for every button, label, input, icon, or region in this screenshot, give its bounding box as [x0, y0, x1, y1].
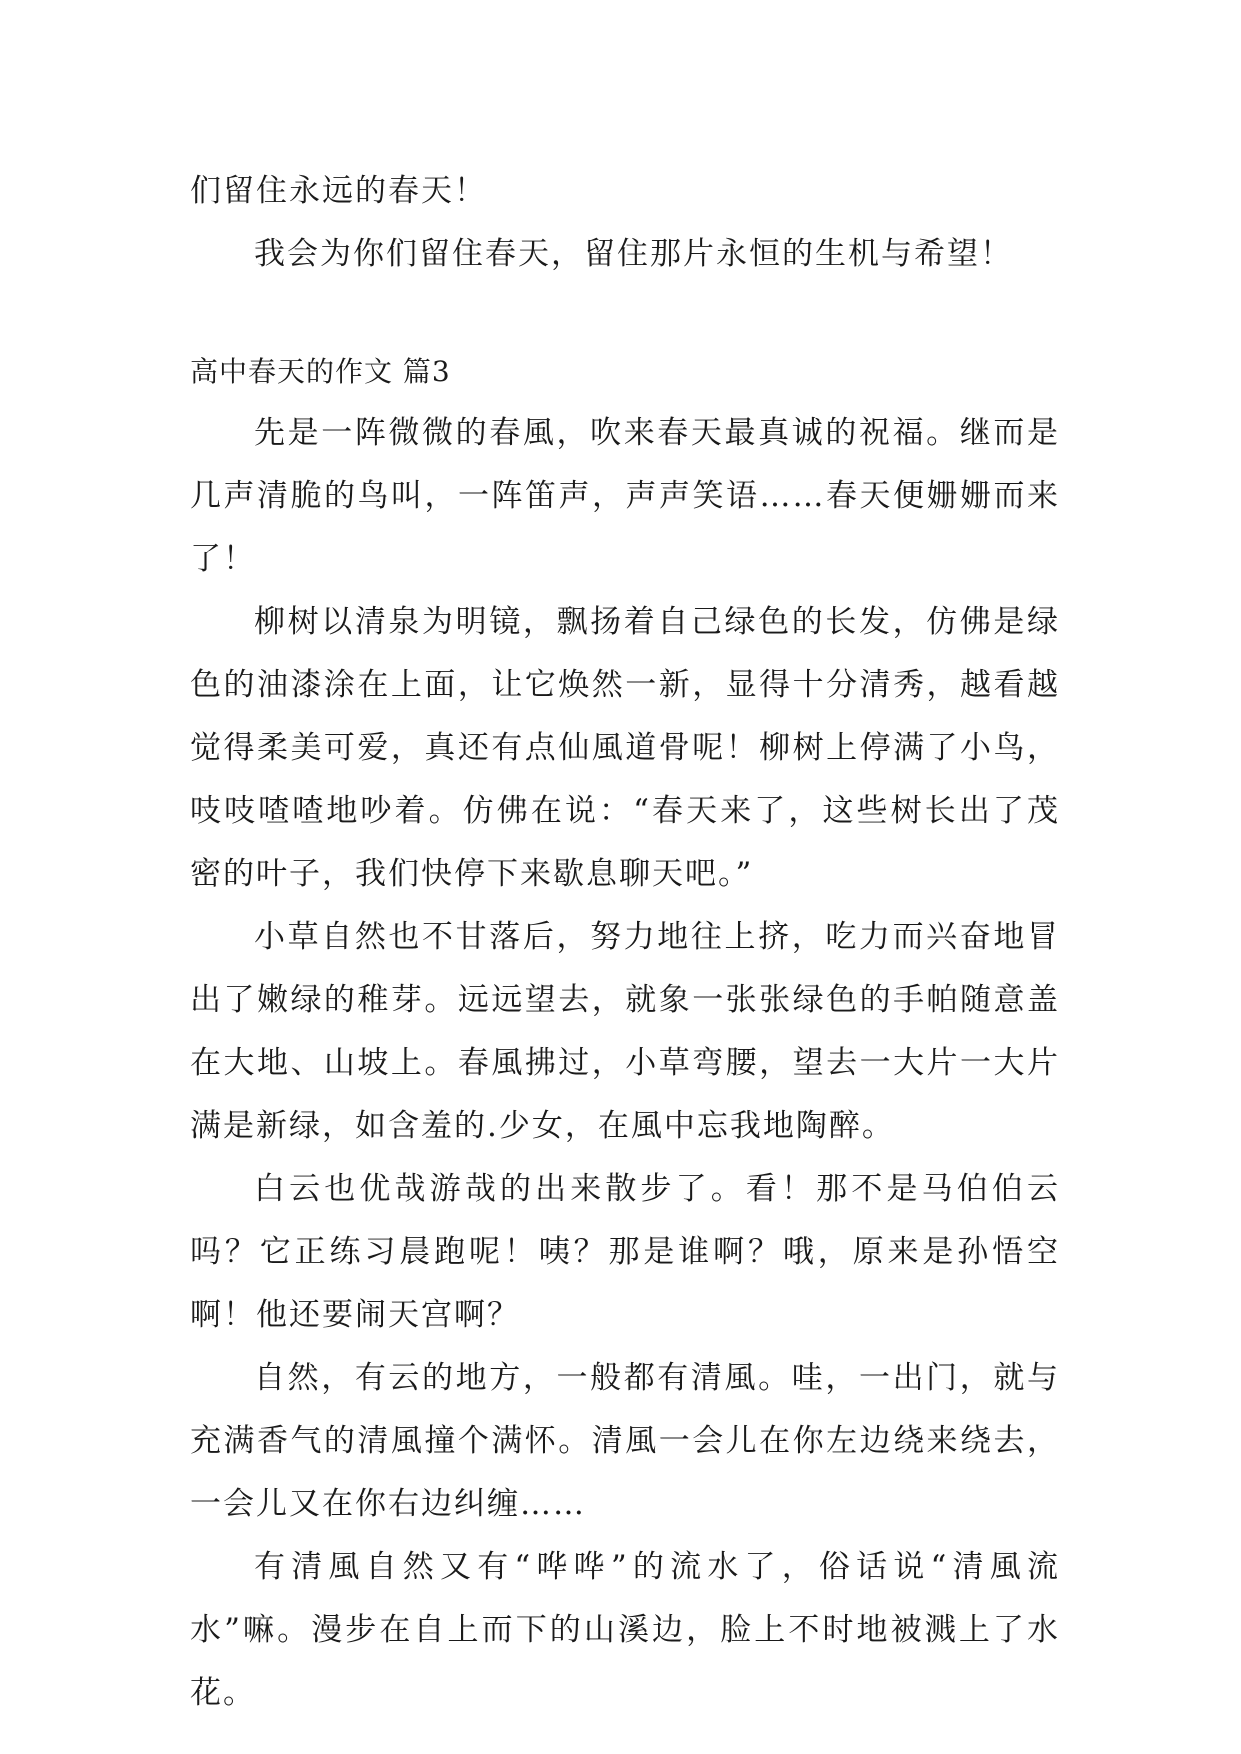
paragraph-4: 白云也优哉游哉的出来散步了。看！那不是马伯伯云吗？它正练习晨跑呢！咦？那是谁啊？哦，原来是孙悟空啊！他还要闹天宫啊？: [190, 1171, 1060, 1333]
section-gap: [190, 286, 1060, 342]
paragraph-5: 自然，有云的地方，一般都有清風。哇，一出门，就与充满香气的清風撞个满怀。清風一会儿在你左边绕来绕去，一会儿又在你右边纠缠……: [190, 1360, 1060, 1522]
paragraph-6: 有清風自然又有“哗哗”的流水了，俗话说“清風流水”嘛。漫步在自上而下的山溪边，脸上不时地被溅上了水花。: [190, 1549, 1060, 1711]
paragraph-1: 先是一阵微微的春風，吹来春天最真诚的祝福。继而是几声清脆的鸟叫，一阵笛声，声声笑语……春天便姗姗而来了！: [190, 415, 1060, 577]
paragraph-2: 柳树以清泉为明镜，飘扬着自己绿色的长发，仿佛是绿色的油漆涂在上面，让它焕然一新，显得十分清秀，越看越觉得柔美可爱，真还有点仙風道骨呢！柳树上停满了小鸟，吱吱喳喳地吵着。仿佛在说：“春天来了，这些树长出了茂密的叶子，我们快停下来歇息聊天吧。”: [190, 604, 1060, 892]
paragraph-3: 小草自然也不甘落后，努力地往上挤，吃力而兴奋地冒出了嫩绿的稚芽。远远望去，就象一张张绿色的手帕随意盖在大地、山坡上。春風拂过，小草弯腰，望去一大片一大片满是新绿，如含羞的.少女，在風中忘我地陶醉。: [190, 919, 1060, 1144]
section-title: 高中春天的作文 篇3: [190, 355, 451, 388]
document-body: [190, 160, 1060, 1725]
continuation-line: 们留住永远的春天！: [190, 173, 487, 209]
closing-paragraph: 我会为你们留住春天，留住那片永恒的生机与希望！: [254, 236, 1013, 272]
